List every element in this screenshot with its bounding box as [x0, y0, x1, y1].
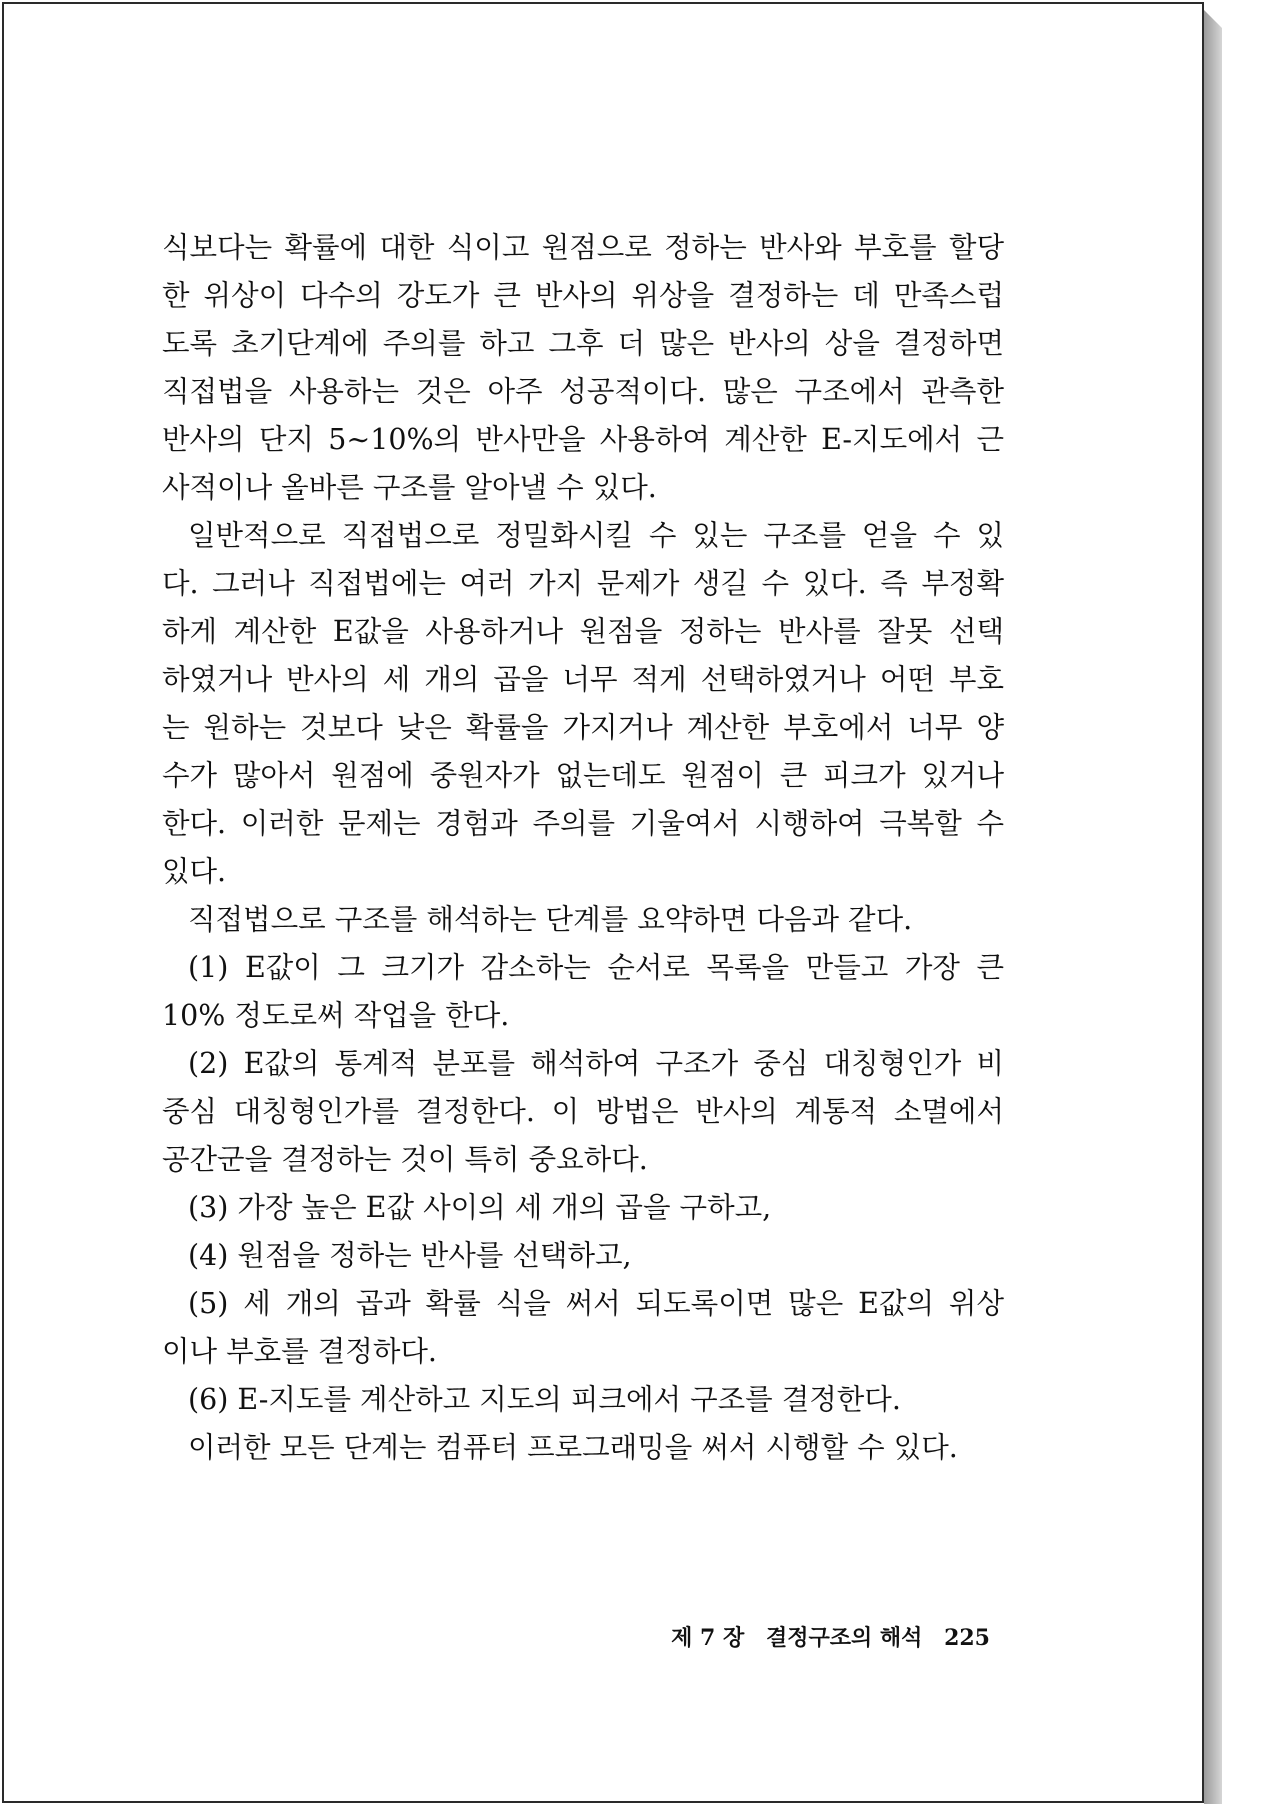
page-number: 225 — [944, 1625, 990, 1651]
running-footer — [640, 1618, 990, 1658]
text-line: 공간군을 결정하는 것이 특히 중요하다. — [162, 1143, 648, 1176]
list-item: (2) E값의 통계적 분포를 해석하여 구조가 중심 대칭형인가 비 — [188, 1047, 1004, 1080]
text-line: 도록 초기단계에 주의를 하고 그후 더 많은 반사의 상을 결정하면 — [162, 327, 1004, 360]
text-line: 는 원하는 것보다 낮은 확률을 가지거나 계산한 부호에서 너무 양 — [162, 711, 1004, 744]
footer-chapter: 제 7 장 — [671, 1625, 745, 1651]
text-line: 다. 그러나 직접법에는 여러 가지 문제가 생길 수 있다. 즉 부정확 — [162, 567, 1004, 600]
page-edge-shadow — [1204, 10, 1222, 1804]
text-line: 중심 대칭형인가를 결정한다. 이 방법은 반사의 계통적 소멸에서 — [162, 1095, 1004, 1128]
text-line: 일반적으로 직접법으로 정밀화시킬 수 있는 구조를 얻을 수 있 — [188, 519, 1004, 552]
text-line: 한 위상이 다수의 강도가 큰 반사의 위상을 결정하는 데 만족스럽 — [162, 279, 1004, 312]
text-line: 직접법을 사용하는 것은 아주 성공적이다. 많은 구조에서 관측한 — [162, 375, 1004, 408]
text-line: 이나 부호를 결정하다. — [162, 1335, 437, 1368]
text-line: 한다. 이러한 문제는 경험과 주의를 기울여서 시행하여 극복할 수 — [162, 807, 1004, 840]
text-line: 직접법으로 구조를 해석하는 단계를 요약하면 다음과 같다. — [188, 903, 913, 936]
list-item: (4) 원점을 정하는 반사를 선택하고, — [188, 1239, 632, 1272]
text-line: 있다. — [162, 855, 227, 888]
text-line: 하게 계산한 E값을 사용하거나 원점을 정하는 반사를 잘못 선택 — [162, 615, 1004, 648]
text-line: 수가 많아서 원점에 중원자가 없는데도 원점이 큰 피크가 있거나 — [162, 759, 1004, 792]
list-item: (6) E-지도를 계산하고 지도의 피크에서 구조를 결정한다. — [188, 1383, 901, 1416]
text-line: 식보다는 확률에 대한 식이고 원점으로 정하는 반사와 부호를 할당 — [162, 231, 1004, 264]
body-text — [162, 224, 1004, 1472]
list-item: (1) E값이 그 크기가 감소하는 순서로 목록을 만들고 가장 큰 — [188, 951, 1004, 984]
text-line: 10% 정도로써 작업을 한다. — [162, 999, 510, 1032]
footer-title: 결정구조의 해석 — [765, 1625, 923, 1651]
text-line: 하였거나 반사의 세 개의 곱을 너무 적게 선택하였거나 어떤 부호 — [162, 663, 1004, 696]
text-line: 사적이나 올바른 구조를 알아낼 수 있다. — [162, 471, 657, 504]
text-line: 이러한 모든 단계는 컴퓨터 프로그래밍을 써서 시행할 수 있다. — [188, 1431, 958, 1464]
text-line: 반사의 단지 5∼10%의 반사만을 사용하여 계산한 E-지도에서 근 — [162, 423, 1004, 456]
list-item: (3) 가장 높은 E값 사이의 세 개의 곱을 구하고, — [188, 1191, 772, 1224]
list-item: (5) 세 개의 곱과 확률 식을 써서 되도록이면 많은 E값의 위상 — [188, 1287, 1004, 1320]
